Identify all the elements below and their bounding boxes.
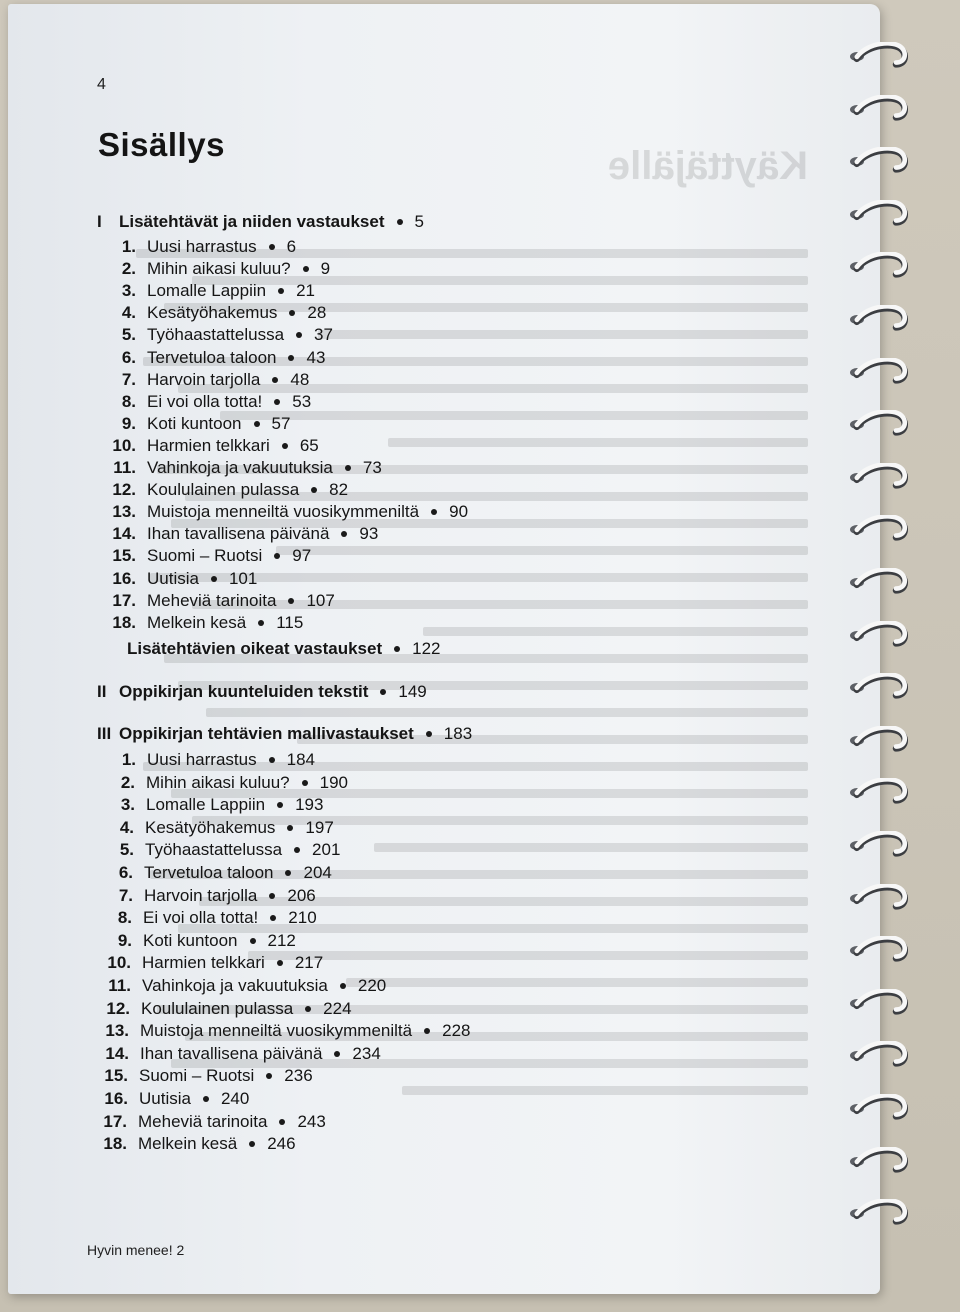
leader-dot-icon [277,960,283,966]
leader-dot-icon [296,332,302,338]
entry-title: Muistoja menneiltä vuosikymmeniltä [140,1021,413,1040]
entry-number: 18. [112,613,136,632]
spiral-coil-icon [836,831,956,859]
toc-entry [106,839,340,861]
entry-title: Harmien telkkari [142,953,265,972]
spiral-coil-icon [836,884,956,912]
entry-page: 190 [319,773,349,792]
toc-entry [104,930,296,952]
leader-dot-icon [302,780,308,786]
entry-title: Tervetuloa taloon [147,348,277,367]
entry-number: 13. [112,502,136,521]
entry-number: 5. [119,840,134,859]
toc-section-3 [97,723,472,745]
leader-dot-icon [203,1096,209,1102]
leader-dot-icon [254,421,260,427]
entry-number: 3. [121,281,136,300]
entry-number: 10. [112,436,136,455]
leader-dot-icon [269,893,275,899]
entry-page: 212 [267,931,296,950]
toc-entry [108,749,315,771]
leader-dot-icon [334,1051,340,1057]
leader-dot-icon [289,310,295,316]
toc-entry [108,479,348,501]
spiral-coil-icon [836,621,956,649]
toc-entry [99,1133,296,1155]
entry-page: 53 [292,392,312,411]
spiral-coil-icon [836,515,956,543]
entry-title: Ihan tavallisena päivänä [140,1044,323,1063]
leader-dot-icon [340,983,346,989]
entry-number: 17. [103,1112,127,1131]
entry-title: Suomi – Ruotsi [139,1066,255,1085]
entry-page: 28 [307,303,327,322]
answers-title: Lisätehtävien oikeat vastaukset [127,639,383,658]
entry-page: 217 [294,953,324,972]
toc-entry [100,1088,249,1110]
entry-page: 184 [286,750,315,769]
entry-title: Ei voi olla totta! [147,392,263,411]
spiral-coil-icon [836,252,956,280]
entry-page: 57 [271,414,291,433]
toc-entry [108,590,335,612]
leader-dot-icon [311,487,317,493]
toc-entry [108,280,315,302]
spiral-coil-icon [836,95,956,123]
spiral-coil-icon [836,358,956,386]
entry-page: 228 [442,1021,471,1040]
toc-entry [108,347,325,369]
entry-page: 234 [352,1044,381,1063]
entry-number: 7. [118,886,133,905]
toc-entry [107,772,348,794]
leader-dot-icon [274,553,280,559]
entry-number: 11. [108,976,131,995]
entry-title: Lomalle Lappiin [146,795,266,814]
entry-page: 204 [303,863,332,882]
toc-entry [108,236,296,258]
toc-entry [107,794,323,816]
entry-title: Kesätyöhakemus [145,818,276,837]
entry-number: 8. [121,392,136,411]
toc-answers-entry [127,638,441,660]
leader-dot-icon [426,731,432,737]
leader-dot-icon [424,1028,430,1034]
entry-number: 16. [112,569,136,588]
leader-dot-icon [279,1119,285,1125]
entry-page: 73 [362,458,382,477]
leader-dot-icon [345,465,351,471]
leader-dot-icon [288,598,294,604]
toc-entry [108,302,326,324]
entry-title: Melkein kesä [138,1134,238,1153]
entry-page: 101 [228,569,258,588]
entry-page: 236 [284,1066,313,1085]
section-page: 5 [414,212,424,231]
entry-number: 7. [121,370,136,389]
entry-number: 2. [120,773,135,792]
entry-number: 8. [117,908,132,927]
entry-title: Koti kuntoon [147,414,242,433]
entry-number: 10. [107,953,131,972]
toc-entry [100,1065,313,1087]
entry-page: 65 [299,436,319,455]
toc-entry [108,369,309,391]
entry-title: Koululainen pulassa [141,999,294,1018]
spiral-coil-icon [836,568,956,596]
toc-entry [108,568,257,590]
toc-section-2 [97,681,427,703]
toc-entry [101,1043,381,1065]
section-page: 183 [443,724,473,743]
spiral-coil-icon [836,147,956,175]
entry-title: Koululainen pulassa [147,480,300,499]
spiral-coil-icon [836,726,956,754]
entry-page: 220 [357,976,387,995]
spiral-coil-icon [836,200,956,228]
spiral-coil-icon [836,1041,956,1069]
entry-page: 90 [449,502,469,521]
toc-entry [105,862,332,884]
entry-page: 240 [220,1089,250,1108]
page-title: Sisällys [98,126,225,163]
leader-dot-icon [394,646,400,652]
entry-title: Ei voi olla totta! [143,908,259,927]
entry-number: 6. [121,348,136,367]
entry-title: Työhaastattelussa [145,840,283,859]
leader-dot-icon [397,219,403,225]
entry-title: Meheviä tarinoita [147,591,277,610]
entry-number: 2. [121,259,136,278]
toc-entry [108,391,311,413]
leader-dot-icon [285,870,291,876]
spiral-coil-icon [836,42,956,70]
leader-dot-icon [305,1006,311,1012]
entry-title: Suomi – Ruotsi [147,546,263,565]
entry-page: 193 [295,795,324,814]
entry-page: 93 [359,524,379,543]
leader-dot-icon [270,915,276,921]
entry-number: 14. [112,524,136,543]
leader-dot-icon [287,825,293,831]
toc-entry [103,952,323,974]
entry-page: 246 [267,1134,296,1153]
toc-entry [104,907,317,929]
entry-number: 4. [119,818,134,837]
leader-dot-icon [250,938,256,944]
entry-number: 16. [104,1089,128,1108]
spiral-coil-icon [836,410,956,438]
leader-dot-icon [211,576,217,582]
show-through-title: Käyttäjälle [607,144,808,188]
entry-title: Harvoin tarjolla [147,370,261,389]
section-page: 149 [398,682,427,701]
entry-title: Uutisia [139,1089,191,1108]
entry-number: 3. [120,795,135,814]
toc-entry [108,523,378,545]
entry-number: 17. [112,591,136,610]
leader-dot-icon [294,847,300,853]
entry-page: 48 [290,370,310,389]
entry-page: 210 [288,908,317,927]
entry-page: 107 [306,591,335,610]
leader-dot-icon [380,689,386,695]
leader-dot-icon [277,802,283,808]
entry-title: Uusi harrastus [147,237,257,256]
spiral-coil-icon [836,778,956,806]
book-title-footer: Hyvin menee! 2 [87,1242,185,1258]
section-title: Lisätehtävät ja niiden vastaukset [119,212,385,231]
entry-page: 115 [276,613,304,632]
entry-title: Muistoja menneiltä vuosikymmeniltä [147,502,420,521]
entry-title: Uutisia [147,569,199,588]
entry-page: 6 [286,237,297,256]
entry-title: Ihan tavallisena päivänä [147,524,330,543]
toc-entry [108,435,319,457]
entry-page: 9 [320,259,331,278]
toc-entry [108,612,303,634]
section-title: Oppikirjan kuunteluiden tekstit [119,682,369,701]
entry-number: 1. [121,237,136,256]
leader-dot-icon [269,244,275,250]
toc-entry [105,885,316,907]
section-numeral: II [97,682,107,701]
entry-page: 82 [329,480,349,499]
leader-dot-icon [341,531,347,537]
spiral-coil-icon [836,936,956,964]
leader-dot-icon [303,266,309,272]
entry-number: 18. [103,1134,127,1153]
toc-entry [108,457,382,479]
entry-number: 12. [106,999,130,1018]
toc-entry [108,501,468,523]
spiral-coil-icon [836,673,956,701]
leader-dot-icon [249,1141,255,1147]
entry-title: Lomalle Lappiin [147,281,267,300]
spiral-coil-icon [836,305,956,333]
toc-entry [103,975,386,997]
entry-page: 201 [312,840,341,859]
entry-page: 37 [314,325,333,344]
entry-number: 15. [112,546,136,565]
entry-title: Vahinkoja ja vakuutuksia [142,976,328,995]
section-numeral: III [97,724,112,743]
spiral-coil-icon [836,1094,956,1122]
toc-entry [101,1020,470,1042]
section-numeral: I [97,212,102,231]
answers-page: 122 [412,639,441,658]
entry-page: 43 [306,348,326,367]
entry-title: Harmien telkkari [147,436,270,455]
entry-number: 6. [118,863,133,882]
spiral-coil-icon [836,1199,956,1227]
entry-title: Melkein kesä [147,613,247,632]
entry-page: 243 [297,1112,326,1131]
entry-page: 197 [305,818,334,837]
entry-page: 21 [296,281,316,300]
toc-entry [108,413,290,435]
leader-dot-icon [431,509,437,515]
entry-number: 9. [121,414,136,433]
entry-title: Uusi harrastus [147,750,257,769]
entry-page: 206 [287,886,316,905]
leader-dot-icon [266,1073,272,1079]
entry-number: 13. [105,1021,129,1040]
entry-page: 97 [292,546,312,565]
entry-title: Kesätyöhakemus [147,303,278,322]
leader-dot-icon [274,399,280,405]
leader-dot-icon [258,620,264,626]
spiral-coil-icon [836,989,956,1017]
page-number: 4 [97,76,106,93]
entry-number: 4. [121,303,136,322]
spiral-binding [836,30,960,1290]
entry-title: Työhaastattelussa [147,325,285,344]
spiral-coil-icon [836,463,956,491]
entry-title: Harvoin tarjolla [144,886,258,905]
spiral-coil-icon [836,1147,956,1175]
leader-dot-icon [272,377,278,383]
entry-number: 5. [121,325,136,344]
leader-dot-icon [278,288,284,294]
toc-section-1 [97,211,424,233]
section-title: Oppikirjan tehtävien mallivastaukset [119,724,414,743]
toc-entry [99,1111,326,1133]
entry-page: 224 [323,999,352,1018]
leader-dot-icon [288,355,294,361]
entry-number: 12. [112,480,136,499]
entry-title: Tervetuloa taloon [144,863,274,882]
toc-entry [108,545,311,567]
entry-title: Mihin aikasi kuluu? [146,773,290,792]
entry-title: Vahinkoja ja vakuutuksia [147,458,333,477]
entry-number: 11. [113,458,136,477]
toc-entry [106,817,334,839]
entry-title: Meheviä tarinoita [138,1112,268,1131]
entry-number: 1. [121,750,136,769]
toc-entry [108,324,333,346]
entry-title: Mihin aikasi kuluu? [147,259,291,278]
entry-number: 14. [105,1044,129,1063]
entry-title: Koti kuntoon [143,931,238,950]
toc-entry [102,998,352,1020]
entry-number: 15. [104,1066,128,1085]
leader-dot-icon [269,757,275,763]
leader-dot-icon [282,443,288,449]
entry-number: 9. [117,931,132,950]
toc-entry [108,258,330,280]
